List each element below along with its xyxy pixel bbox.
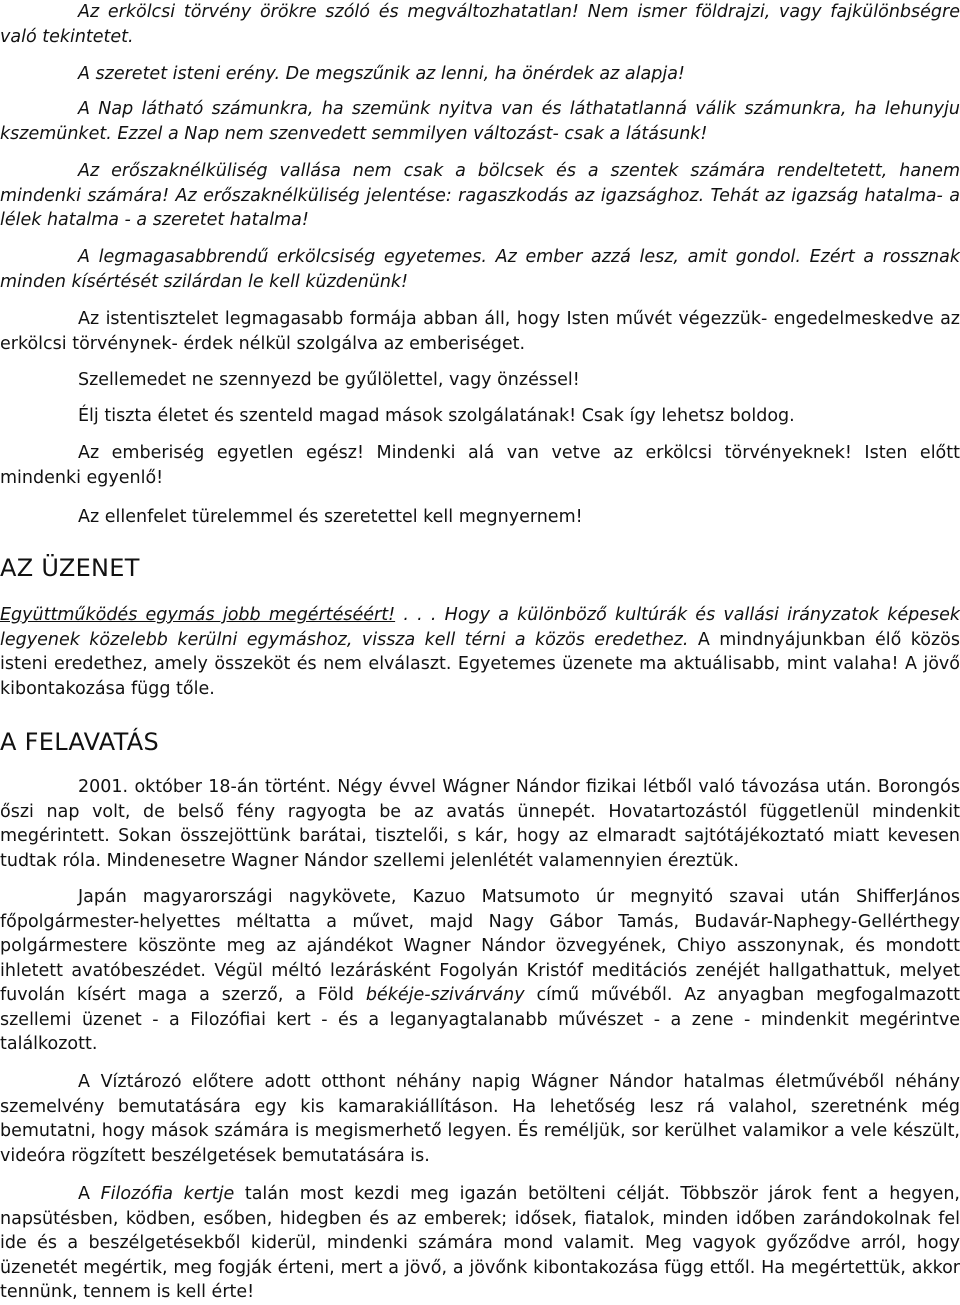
uzenet-lead-rest: . . . Hogy a különböző kultúrák és vallási irányzatok képesek legyenek közelebb kerülni egymáshoz, vissza kell térni a közös eredethez.	[0, 605, 960, 650]
garden-title: Filozófia kertje	[100, 1184, 235, 1204]
paragraph-ceremony	[0, 885, 960, 1057]
paragraph-felavatas-date: 2001. október 18-án történt. Négy évvel Wágner Nándor fizikai létből való távozása után. Borongós őszi nap volt, de belső fény ragyogta be az avatás ünnepét. Hovatartozástól függetlenül mindenkit megérintett. Sokan összejöttünk barátai, tisztelői, s kár, hogy az elmaradt sajtótájékoztató miatt kevesen tudtak róla. Mindenesetre Wagner Nándor szellemi jelenlétét valamennyien éreztük.	[0, 777, 960, 871]
paragraph-love-virtue: A szeretet isteni erény. De megszűnik az lenni, ha önérdek az alapja!	[78, 64, 685, 84]
paragraph-morality: A legmagasabbrendű erkölcsiség egyetemes. Az ember azzá lesz, amit gondol. Ezért a rossznak minden kísértését szilárdan le kell küzdenünk!	[0, 247, 960, 292]
paragraph-moral-law: Az erkölcsi törvény örökre szóló és megváltozhatatlan! Nem ismer földrajzi, vagy fajkülönbségre való tekintetet.	[0, 2, 960, 47]
paragraph-humanity: Az emberiség egyetlen egész! Mindenki alá van vetve az erkölcsi törvényeknek! Isten előtt mindenki egyenlő!	[0, 443, 960, 488]
paragraph-philosophy-garden	[0, 1182, 960, 1305]
paragraph-exhibition: A Víztározó előtere adott otthont néhány napig Wágner Nándor hatalmas életművéből néhány szemelvény bemutatására egy kis kamarakiállításon. Ha lehetőség lesz rá valahol, szeretnénk még bemutatni, hogy mások számára is megismerhető legyen. És reméljük, sor kerülhet valamikor a vele készült, videóra rögzített beszélgetések bemutatására is.	[0, 1072, 960, 1166]
paragraph-worship: Az istentisztelet legmagasabb formája abban áll, hogy Isten művét végezzük- engedelmeskedve az erkölcsi törvénynek- érdek nélkül szolgálva az emberiséget.	[0, 309, 960, 354]
ceremony-text-a: Japán magyarországi nagykövete, Kazuo Matsumoto úr megnyitó szavai után ShifferJános főpolgármester-helyettes méltatta a művet, majd Nagy Gábor Tamás, Budavár-Naphegy-Gellérthegy polgármestere köszönte meg az ajándékot Wagner Nándor özvegyének, Chiyo asszonynak, és mondott ihletett avatóbeszédet. Végül méltó lezárásként Fogolyán Kristóf meditációs zenéjét hallgathattuk, melyet fuvolán kísért maga a szerző, a Föld	[0, 887, 960, 1005]
paragraph-adversary: Az ellenfelet türelemmel és szeretettel kell megnyernem!	[78, 507, 583, 527]
paragraph-spirit: Szellemedet ne szennyezd be gyűlölettel, vagy önzéssel!	[78, 370, 580, 390]
garden-text-a: A	[78, 1184, 101, 1204]
paragraph-nonviolence: Az erőszaknélküliség vallása nem csak a bölcsek és a szentek számára rendeltetett, hanem mindenki számára! Az erőszaknélküliség jelentése: ragaszkodás az igazsághoz. Tehát az igazság hatalma- a lélek hatalma - a szeretet hatalma!	[0, 161, 960, 230]
uzenet-body: A mindnyájunkban élő közös isteni eredethez, amely összeköt és nem elválaszt. Egyetemes üzenete ma aktuálisabb, mint valaha! A jövő kibontakozása függ tőle.	[0, 629, 960, 699]
ceremony-work-title: békéje-szivárvány	[365, 985, 525, 1005]
uzenet-lead-underlined: Együttműködés egymás jobb megértéséért!	[0, 605, 396, 625]
ceremony-text-b: című művéből. Az anyagban megfogalmazott szellemi üzenet - a Filozófiai kert - és a leganyagtalanabb művészet - a zene - mindenkit megérintve találkozott.	[0, 985, 960, 1054]
garden-text-b: talán most kezdi meg igazán betölteni célját. Többször járok fent a hegyen, napsütésben, ködben, esőben, hidegben és az emberek; idősek, fiatalok, minden időben zarándokolnak fel ide és a beszélgetésekből kiderül, mindenki számára mond valamit. Meg vagyok győződve arról, hogy üzenetét megértik, meg fogják érteni, mert a jövő, a jövőnk kibontakozása függ ettől. Ha megértettük, akkor tennünk, tennem is kell érte!	[0, 1184, 960, 1302]
heading-a-felavatas: A FELAVATÁS	[0, 728, 160, 756]
paragraph-uzenet	[0, 603, 960, 701]
paragraph-sun: A Nap látható számunkra, ha szemünk nyitva van és láthatatlanná válik számunkra, ha lehunyju kszemünket. Ezzel a Nap nem szenvedett semmilyen változást- csak a látásunk!	[0, 99, 960, 144]
heading-az-uzenet: AZ ÜZENET	[0, 554, 140, 582]
paragraph-pure-life: Élj tiszta életet és szenteld magad mások szolgálatának! Csak így lehetsz boldog.	[78, 406, 795, 426]
